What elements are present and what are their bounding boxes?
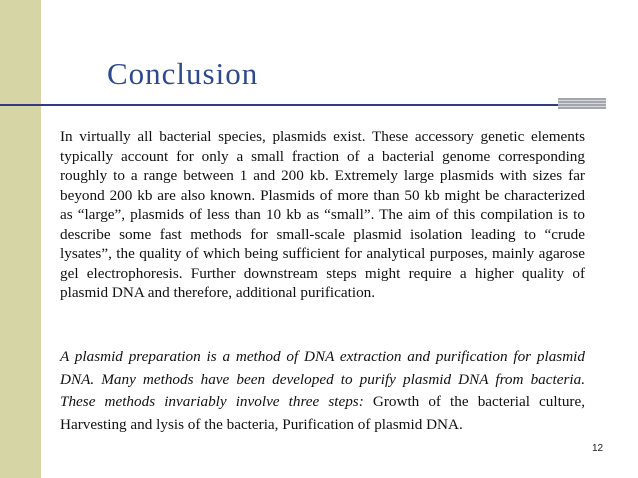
left-decorative-band (0, 0, 41, 478)
page-number: 12 (592, 443, 604, 454)
paragraph-plasmid-preparation (60, 346, 585, 436)
paragraph-plasmid-preparation-italic: A plasmid preparation is a method of DNA extraction and purification for plasmid DNA. Many methods have been developed to purify plasmid DNA from bacteria. These methods invariably involve three steps: (60, 348, 585, 410)
slide-title: Conclusion (107, 56, 259, 91)
paragraph-plasmid-preparation-steps: Growth of the bacterial culture, Harvesting and lysis of the bacteria, Purification of plasmid DNA. (60, 393, 586, 433)
title-underline-accent (558, 98, 606, 109)
title-underline (0, 104, 558, 106)
paragraph-plasmids-overview: In virtually all bacterial species, plasmids exist. These accessory genetic elements typically account for only a small fraction of a bacterial genome corresponding roughly to a range between 1 and 200 kb. Extremely large plasmids with sizes far beyond 200 kb are also known. Plasmids of more than 50 kb might be characterized as “large”, plasmids of less than 10 kb as “small”. The aim of this compilation is to describe some fast methods for small-scale plasmid isolation leading to “crude lysates”, the quality of which being sufficient for analytical purposes, mainly agarose gel electrophoresis. Further downstream steps might require a higher quality of plasmid DNA and therefore, additional purification. (60, 128, 585, 301)
